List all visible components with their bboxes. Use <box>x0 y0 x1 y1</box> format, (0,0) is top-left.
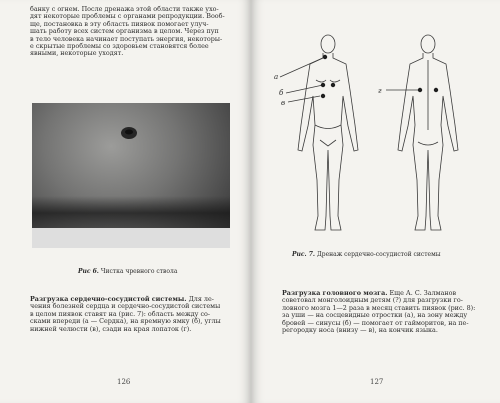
label-v: в <box>281 99 286 107</box>
section-title: Разгрузка головного мозга. <box>282 289 388 297</box>
figure-caption-label: Рис. 7. <box>292 251 315 258</box>
figure-caption <box>292 251 482 258</box>
text-line: явными, некоторые уходят. <box>30 49 124 58</box>
text-line: банку с огнем. После дренажа этой области также ухо- <box>30 5 219 13</box>
text-line: регородку носа (внизу — в), на кончик языка. <box>282 326 438 335</box>
photo-caption-label: Рис 6. <box>78 268 99 275</box>
text-line: нижней челюсти (в), сзади на края лопаток (г). <box>30 324 192 333</box>
photo-shadow-stripe <box>32 196 230 230</box>
text-line: советовал монголоидным детям (?) для разгрузки го- <box>282 296 463 305</box>
text-line: в тело человека начинает поступать энергия, некоторы- <box>30 34 223 43</box>
page-number: 126 <box>117 378 131 386</box>
label-g: г <box>378 87 382 95</box>
text-line: Еще А. С. Залманов <box>389 289 457 297</box>
text-line: ще, постановка в эту область пиявок помогает улуч- <box>30 19 209 28</box>
text-line: ловного мозга 1—2 раза в месяц ставить пиявок (рис. 8): <box>282 303 476 312</box>
photo-caption <box>78 268 238 275</box>
anatomy-figure-svg <box>268 30 478 236</box>
page-number: 127 <box>370 378 384 386</box>
section-title: Разгрузка сердечно-сосудистой системы. <box>30 295 187 303</box>
point-g <box>418 88 422 92</box>
left-section <box>30 296 235 333</box>
navel-photo <box>32 103 230 248</box>
text-line: дят некоторые проблемы с органами репродукции. Вооб- <box>30 12 225 21</box>
photo-bottom-band <box>32 228 230 248</box>
text-line: чения болезней сердца и сердечно-сосудистой системы <box>30 302 221 311</box>
point-a <box>323 55 327 59</box>
left-top-paragraph <box>30 6 235 58</box>
right-section <box>282 290 484 334</box>
point-b <box>321 83 325 87</box>
anatomy-figure <box>268 30 478 236</box>
point-g-2 <box>434 88 438 92</box>
text-line: е скрытые проблемы со здоровьем становятся более <box>30 42 209 51</box>
text-line: в целом пиявок ставят на (рис. 7): область между со- <box>30 309 211 318</box>
text-line: бровей — синусы (б) — помогает от гайморитов, на пе- <box>282 318 469 327</box>
point-b-2 <box>331 83 335 87</box>
figure-caption-text: Дренаж сердечно-сосудистой системы <box>316 251 441 258</box>
text-line: за уши — на сосцевидные отростки (а), на зону между <box>282 311 468 320</box>
text-line: Для ле- <box>188 295 214 303</box>
label-a: а <box>274 73 279 81</box>
label-b: б <box>279 89 284 97</box>
text-line: шать работу всех систем организма в целом. Через пуп <box>30 27 219 36</box>
point-v <box>321 94 325 98</box>
text-line: сками впереди (а — Сердка), на яремную ямку (б), углы <box>30 317 221 326</box>
photo-caption-text: Чистка чревного ствола <box>100 268 178 275</box>
